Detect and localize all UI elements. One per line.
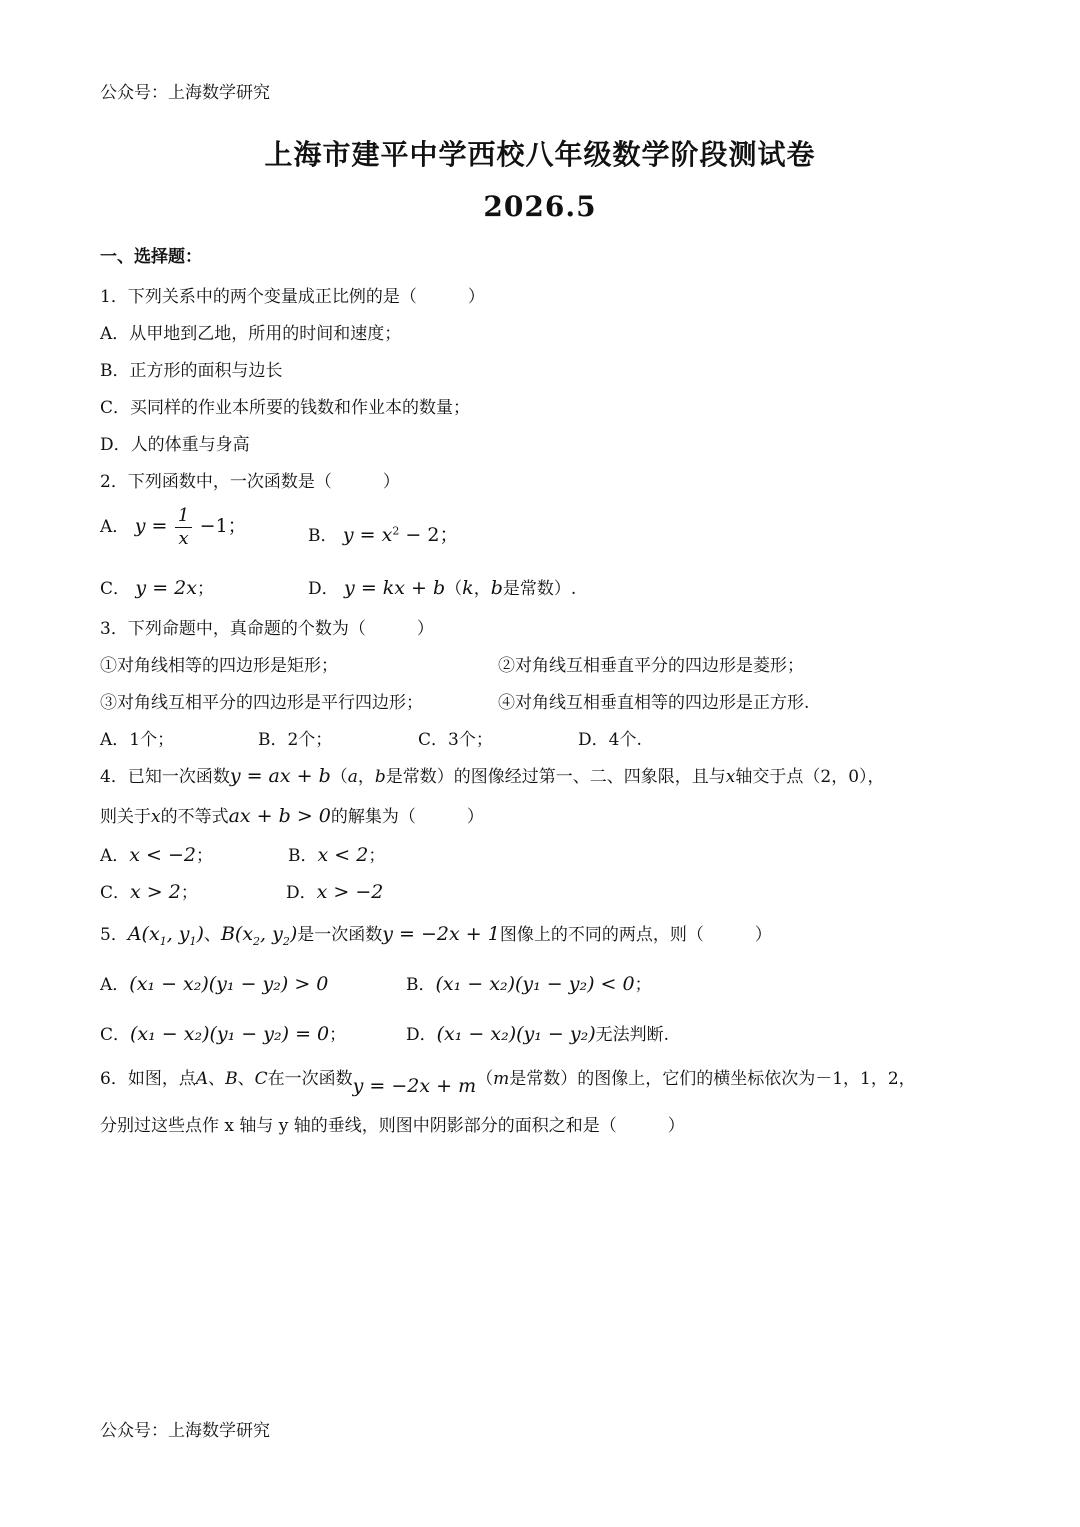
fraction [175,505,192,550]
text: 是一次函数 [297,925,383,945]
math-expr: y = −2x + m [352,1075,477,1097]
q4-stem-line2 [100,802,484,827]
option-label: A． [100,846,130,866]
math-expr: x < 2 [317,844,369,866]
text: 是常数）. [502,579,577,599]
math-expr: (x₁ − x₂)(y₁ − y₂) > 0 [129,973,329,995]
q5-option-d [406,1020,669,1045]
math-var: b [490,577,503,599]
q5-option-a [100,970,328,995]
point-b: $B(x_2$, $y_2$) [220,923,298,948]
text: （ [476,1069,494,1089]
q3-stem: 3．下列命题中，真命题的个数为（ ） [100,619,434,639]
q2-option-a [100,505,247,550]
math-expr: − 2； [399,524,459,546]
math-var: x [151,807,161,827]
math-expr: y = 2x [135,577,197,599]
math-expr: (x₁ − x₂)(y₁ − y₂) < 0 [435,973,635,995]
math-expr: y = ax + b [229,765,331,787]
option-label: C． [100,579,131,599]
q3-proposition-4: ④对角线互相垂直相等的四边形是正方形. [498,693,810,713]
text: 的解集为（ ） [330,807,484,827]
q2-option-c [100,574,214,599]
separator: 、 [203,925,221,945]
q3-proposition-1: ①对角线相等的四边形是矩形； [100,656,338,676]
text: 的不等式 [160,807,229,827]
text: 在一次函数 [267,1069,353,1089]
math-expr: (x₁ − x₂)(y₁ − y₂) = 0 [130,1023,330,1045]
q3-option-c: C．3个； [418,730,493,750]
math-var: a [347,767,358,787]
q2-option-d [308,574,576,599]
option-label: C． [100,1025,131,1045]
text: 、 [237,1069,255,1089]
math-expr: ax + b > 0 [228,805,331,827]
text: 6．如图，点 [100,1069,196,1089]
math-expr: (x₁ − x₂)(y₁ − y₂) [436,1023,596,1045]
text: 无法判断. [595,1025,670,1045]
q3-proposition-3: ③对角线互相平分的四边形是平行四边形； [100,693,423,713]
option-label: B． [406,975,436,995]
q4-option-b [288,841,385,866]
q2-stem: 2．下列函数中，一次函数是（ ） [100,472,400,492]
text: （ [445,579,463,599]
text: 轴交于点（2，0）， [735,767,885,787]
math-expr: −1； [199,515,247,537]
math-var: A [195,1069,209,1089]
q2-option-b [308,520,458,547]
math-expr: x > 2 [130,881,181,903]
option-label: A． [100,975,130,995]
q1-option-d: D．人的体重与身高 [100,435,250,455]
text: 是常数）的图像上，它们的横坐标依次为－1，1，2， [509,1069,916,1089]
text: 、 [208,1069,226,1089]
punctuation: ； [196,846,214,866]
q3-proposition-2: ②对角线互相垂直平分的四边形是菱形； [498,656,804,676]
text: 是常数）的图像经过第一、二、四象限，且与 [385,767,726,787]
math-var: b [374,767,386,787]
math-expr: y = [134,515,168,537]
point-a: $A(x_1$, $y_1$) [127,923,204,948]
math-var: C [254,1069,268,1089]
q1-option-c: C．买同样的作业本所要的钱数和作业本的数量； [100,398,471,418]
q3-option-b: B．2个； [258,730,333,750]
q4-option-a [100,841,213,866]
math-expr: y = −2x + 1 [382,923,500,945]
punctuation: ； [180,883,198,903]
option-label: B． [308,526,338,546]
punctuation: ； [634,975,652,995]
fraction-numerator: 1 [175,505,192,528]
q4-option-d [286,878,383,903]
q1-option-a: A．从甲地到乙地，所用的时间和速度； [100,324,402,344]
math-var: k [462,577,474,599]
q5-option-c [100,1020,346,1045]
page-title: 上海市建平中学西校八年级数学阶段测试卷 [264,138,816,171]
text: 4．已知一次函数 [100,767,230,787]
math-var: B [225,1069,238,1089]
fraction-denominator: x [178,528,189,549]
q6-stem-line1 [100,1064,916,1097]
text: （ [330,767,348,787]
option-label: D． [406,1025,437,1045]
option-label: D． [308,579,339,599]
text: ， [357,767,375,787]
math-var: x [725,767,736,787]
superscript: 2 [392,524,400,538]
punctuation: ； [329,1025,347,1045]
q4-option-c [100,878,198,903]
q1-stem: 1．下列关系中的两个变量成正比例的是（ ） [100,287,485,307]
option-label: A． [100,517,130,537]
punctuation: ； [368,846,386,866]
option-label: C． [100,883,131,903]
math-expr: y = kx + b [344,577,446,599]
q3-option-a: A．1个； [100,730,175,750]
math-expr: x < −2 [129,844,197,866]
text: 图像上的不同的两点，则（ ） [499,925,772,945]
page-date: 2026.5 [483,190,597,223]
q5-stem [100,920,772,948]
page-header: 公众号：上海数学研究 [100,83,270,103]
text: ， [473,579,491,599]
text: 则关于 [100,807,151,827]
punctuation: ； [196,579,214,599]
q5-option-b [406,970,652,995]
option-label: D． [286,883,317,903]
q1-option-b: B．正方形的面积与边长 [100,361,283,381]
q6-stem-line2: 分别过这些点作 x 轴与 y 轴的垂线，则图中阴影部分的面积之和是（ ） [100,1116,685,1136]
section-heading: 一、选择题： [100,247,202,267]
question-number: 5． [100,925,128,945]
math-expr: x > −2 [316,881,384,903]
math-var: m [493,1069,510,1089]
page-footer: 公众号：上海数学研究 [100,1421,270,1441]
math-expr: y = x [342,524,393,546]
q3-option-d: D．4个. [578,730,642,750]
option-label: B． [288,846,318,866]
q4-stem-line1 [100,762,885,787]
